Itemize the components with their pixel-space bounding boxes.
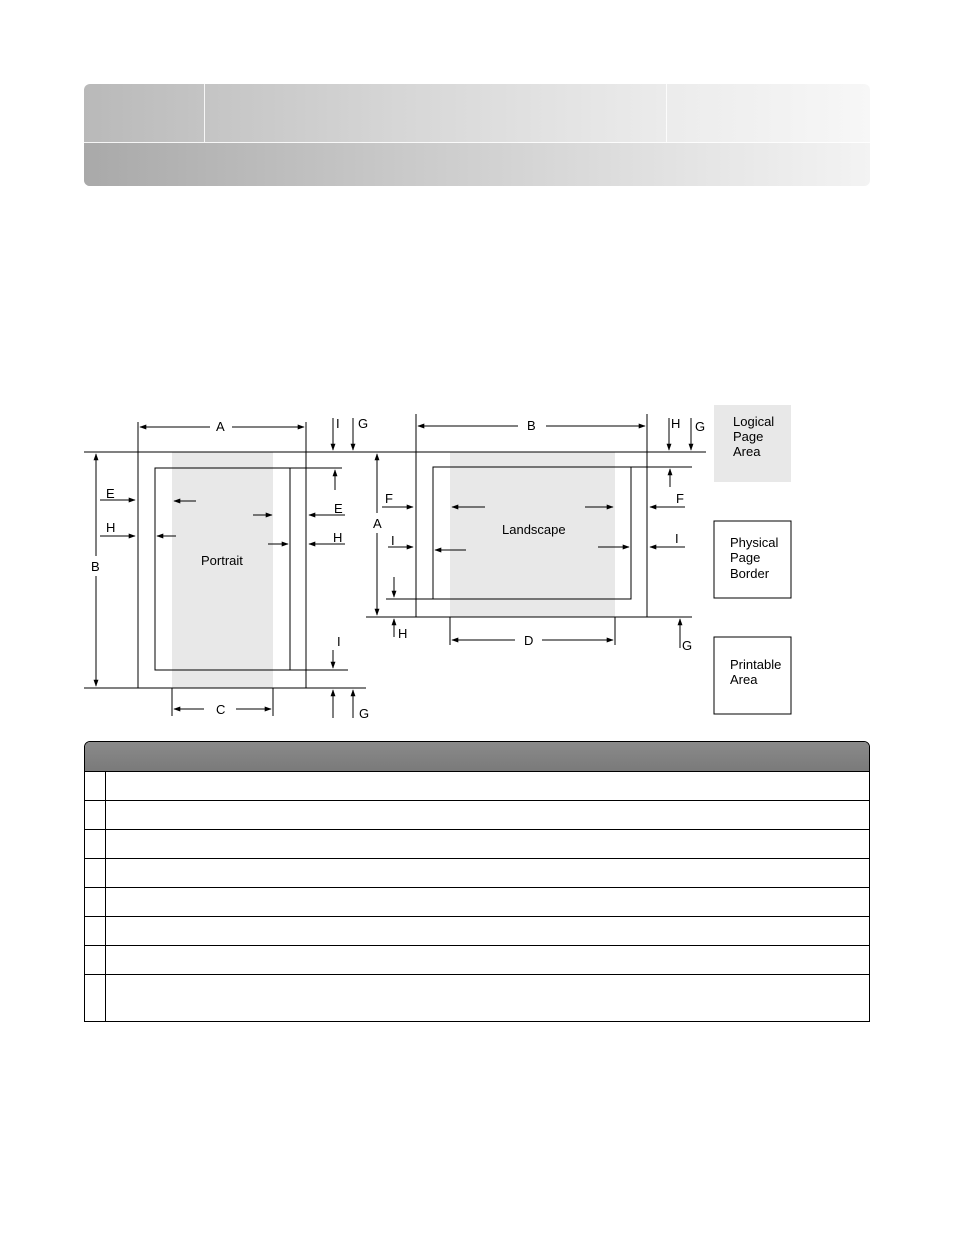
table-cell-value — [106, 917, 869, 945]
portrait-dim-c: C — [216, 702, 226, 717]
table-row — [85, 859, 869, 888]
portrait-dim-a: A — [216, 419, 225, 434]
landscape-dim-f-left: F — [385, 491, 393, 506]
landscape-dim-b: B — [527, 418, 536, 433]
table-cell-key — [85, 975, 106, 1022]
legend-logical-line2: Page — [733, 429, 764, 444]
legend-logical-line3: Area — [733, 444, 761, 459]
legend-physical-line3: Border — [730, 566, 770, 581]
landscape-dim-a: A — [373, 516, 382, 531]
portrait-dim-g-bottom: G — [359, 706, 370, 721]
legend-logical-line1: Logical — [733, 414, 775, 429]
table-row — [85, 975, 869, 1022]
portrait-dim-e-right: E — [334, 501, 343, 516]
landscape-dim-h-bottom: H — [398, 626, 408, 641]
landscape-dim-g-bottom: G — [682, 638, 693, 653]
landscape-dim-d: D — [524, 633, 534, 648]
table-row — [85, 888, 869, 917]
table-row — [85, 830, 869, 859]
portrait-dim-b: B — [91, 559, 100, 574]
table-row — [85, 917, 869, 946]
legend-printable-line1: Printable — [730, 657, 782, 672]
legend-physical-line1: Physical — [730, 535, 779, 550]
landscape-dim-f-right: F — [676, 491, 684, 506]
portrait-dim-g-top: G — [358, 416, 369, 431]
table-row — [85, 946, 869, 975]
table-cell-key — [85, 859, 106, 887]
table-cell-value — [106, 946, 869, 974]
portrait-dim-e-left: E — [106, 486, 115, 501]
table-row — [85, 772, 869, 801]
portrait-label: Portrait — [201, 553, 243, 568]
table-cell-value — [106, 830, 869, 858]
portrait-logical-area — [172, 452, 273, 688]
table-cell-value — [106, 888, 869, 916]
table-row — [85, 801, 869, 830]
table-cell-key — [85, 946, 106, 974]
legend-printable-line2: Area — [730, 672, 758, 687]
portrait-dim-h-left: H — [106, 520, 116, 535]
table-cell-value — [106, 801, 869, 829]
portrait-dim-h-right: H — [333, 530, 343, 545]
legend-physical-line2: Page — [730, 550, 761, 565]
table-header — [85, 742, 869, 772]
table-cell-value — [106, 975, 869, 1022]
portrait-dim-i-top: I — [336, 416, 340, 431]
table-cell-key — [85, 772, 106, 800]
landscape-dim-i-left: I — [391, 533, 395, 548]
portrait-figure — [84, 418, 370, 718]
portrait-dim-i-bottom: I — [337, 634, 341, 649]
table-cell-key — [85, 801, 106, 829]
table-cell-key — [85, 917, 106, 945]
landscape-dim-g-top: G — [695, 419, 706, 434]
table-cell-key — [85, 888, 106, 916]
landscape-dim-h-top: H — [671, 416, 681, 431]
landscape-label: Landscape — [502, 522, 566, 537]
dimensions-table — [84, 741, 870, 1022]
landscape-dim-i-right: I — [675, 531, 679, 546]
table-cell-key — [85, 830, 106, 858]
table-cell-value — [106, 859, 869, 887]
table-cell-value — [106, 772, 869, 800]
